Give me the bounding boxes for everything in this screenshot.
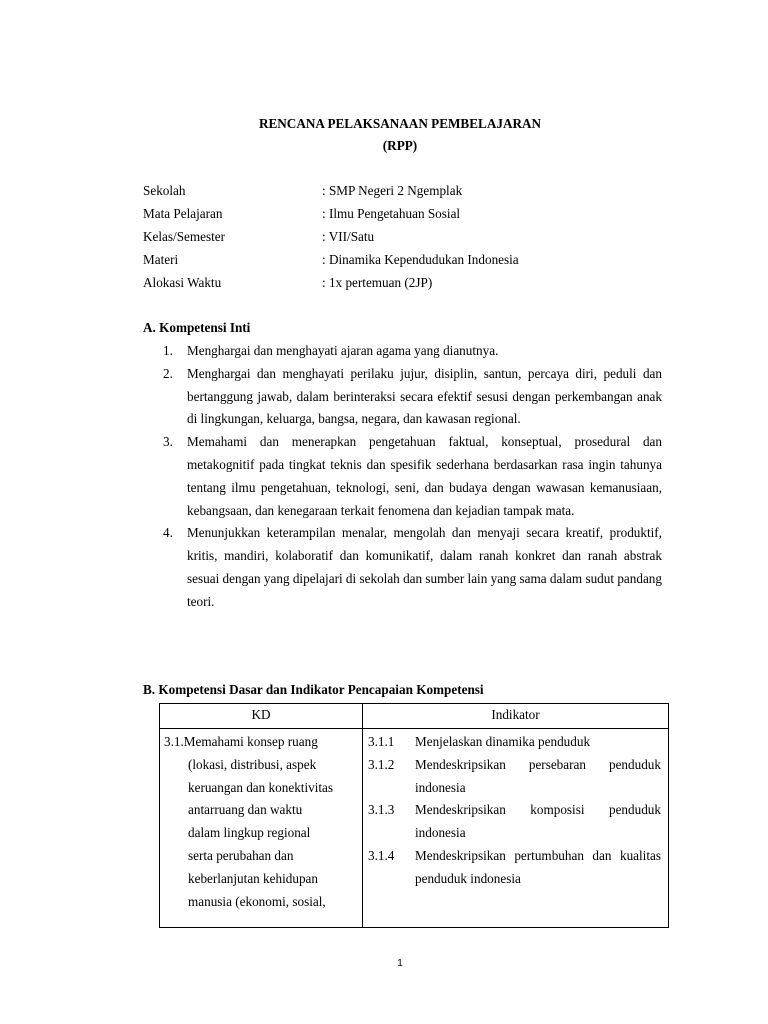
identity-label: Alokasi Waktu	[143, 275, 222, 290]
core-competence-list	[163, 340, 662, 614]
table-row	[160, 729, 669, 928]
table-header-indicator: Indikator	[363, 704, 669, 729]
list-item	[163, 431, 662, 522]
document-title: RENCANA PELAKSANAAN PEMBELAJARAN	[258, 116, 542, 131]
list-item-number: 1.	[163, 343, 173, 358]
kd-line: antarruang dan waktu	[188, 802, 303, 818]
indicator-code: 3.1.2	[368, 756, 395, 772]
indicator-cell	[363, 729, 669, 928]
kd-line: keberlanjutan kehidupan	[188, 870, 318, 886]
identity-value: : VII/Satu	[322, 229, 375, 244]
list-item	[163, 340, 662, 363]
page-number: 1	[397, 958, 403, 969]
kd-line: keruangan dan konektivitas	[188, 779, 334, 795]
kd-line: manusia (ekonomi, sosial,	[188, 893, 326, 909]
section-b-heading: B. Kompetensi Dasar dan Indikator Pencapaian Kompetensi	[143, 682, 484, 697]
section-a-heading: A. Kompetensi Inti	[143, 320, 251, 335]
indicator-item	[368, 754, 661, 800]
list-item-text: Menghargai dan menghayati perilaku jujur, disiplin, santun, percaya diri, peduli dan bertanggung jawab, dalam berinteraksi secara efektif sesusi dengan perkembangan anak di lingkungan, keluarga, bangsa, negara, dan kawasan regional.	[187, 365, 662, 427]
indicator-code: 3.1.3	[368, 802, 395, 818]
list-item-text: Memahami dan menerapkan pengetahuan faktual, konseptual, prosedural dan metakognitif pada tingkat teknis dan spesifik sederhana berdasarkan rasa ingin tahunya tentang ilmu pengetahuan, teknologi, seni, dan budaya dengan wawasan kemanusiaan, kebangsaan, dan kenegaraan terkait fenomena dan kejadian tampak mata.	[187, 434, 662, 518]
indicator-text: Menjelaskan dinamika penduduk	[415, 734, 591, 749]
list-item-text: Menunjukkan keterampilan menalar, mengolah dan menyaji secara kreatif, produktif, kritis, mandiri, kolaboratif dan komunikatif, dalam ranah konkret dan ranah abstrak sesuai dengan yang dipelajari di sekolah dan sumber lain yang sama dalam sudut pandang teori.	[187, 525, 662, 609]
document-subtitle: (RPP)	[382, 138, 418, 153]
list-item	[163, 363, 662, 431]
kd-line: dalam lingkup regional	[188, 825, 311, 841]
indicator-item	[368, 799, 661, 845]
indicator-text: Mendeskripsikan komposisi penduduk indonesia	[415, 802, 661, 841]
indicator-text: Mendeskripsikan pertumbuhan dan kualitas penduduk indonesia	[415, 847, 661, 886]
identity-label: Sekolah	[143, 183, 186, 198]
list-item-text: Menghargai dan menghayati ajaran agama yang dianutnya.	[187, 343, 499, 358]
list-item	[163, 522, 662, 613]
indicator-item	[368, 845, 661, 891]
indicator-code: 3.1.1	[368, 734, 395, 749]
indicator-text: Mendeskripsikan persebaran penduduk indonesia	[415, 756, 661, 795]
kd-line: (lokasi, distribusi, aspek	[188, 756, 317, 772]
table-header-kd: KD	[160, 704, 363, 729]
identity-label: Mata Pelajaran	[143, 206, 223, 221]
kd-cell	[160, 729, 363, 928]
identity-value: : 1x pertemuan (2JP)	[322, 275, 433, 290]
indicator-item	[368, 731, 661, 754]
list-item-number: 2.	[163, 365, 173, 381]
identity-value: : Ilmu Pengetahuan Sosial	[322, 206, 461, 221]
list-item-number: 3.	[163, 434, 173, 450]
indicator-code: 3.1.4	[368, 847, 395, 863]
identity-value: : Dinamika Kependudukan Indonesia	[322, 252, 519, 267]
kd-line: 3.1.Memahami konsep ruang	[164, 734, 318, 749]
identity-label: Kelas/Semester	[143, 229, 226, 244]
table-header-row	[160, 704, 669, 729]
list-item-number: 4.	[163, 525, 173, 541]
identity-value: : SMP Negeri 2 Ngemplak	[322, 183, 463, 198]
competence-table	[159, 703, 669, 928]
kd-line: serta perubahan dan	[188, 847, 294, 863]
identity-label: Materi	[143, 252, 179, 267]
